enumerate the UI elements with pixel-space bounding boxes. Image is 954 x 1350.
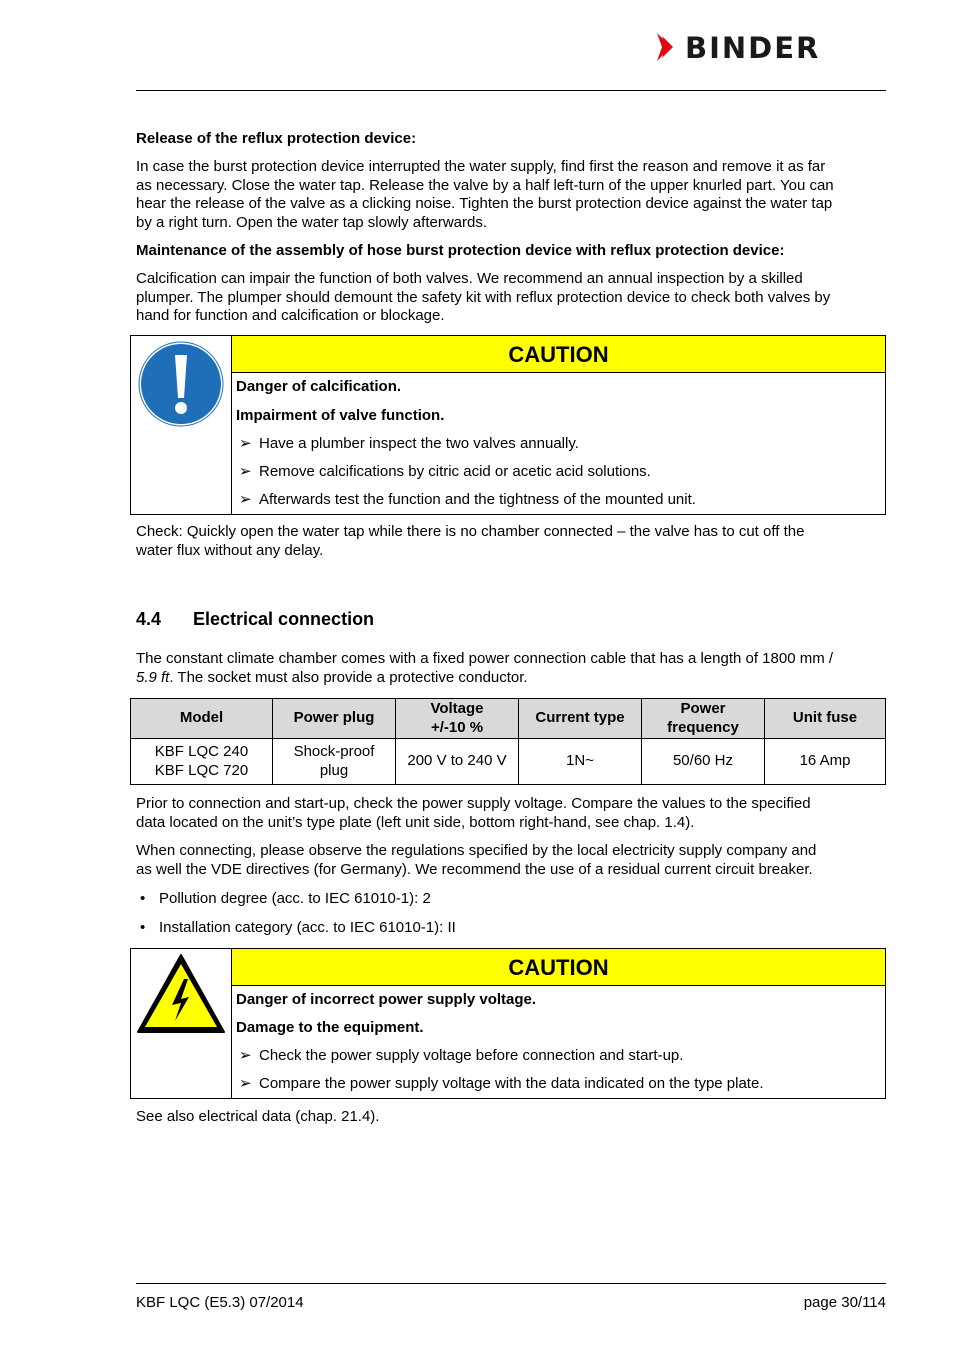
cell-current-type: 1N~ (519, 739, 642, 785)
cell-line: plug (319, 761, 349, 779)
cell-power-plug (273, 739, 396, 785)
cell-line: Shock-proof (293, 742, 375, 760)
exclamation-icon (138, 341, 224, 427)
caution-instruction (239, 435, 879, 453)
bullet-dot-icon: • (140, 890, 146, 907)
caution-instruction (239, 1047, 879, 1065)
footer-doc-id: KBF LQC (E5.3) 07/2014 (136, 1294, 304, 1311)
text-line: as well the VDE directives (for Germany). We recommend the use of a residual current circuit breaker. (136, 860, 813, 878)
table-row (131, 739, 886, 785)
caution-box-calcification (130, 335, 886, 515)
header-current-type: Current type (519, 699, 642, 739)
section-title: Electrical connection (193, 609, 375, 629)
text-line: plumper. The plumper should demount the safety kit with reflux protection device to check both valves by (136, 288, 831, 306)
caution-consequence: Impairment of valve function. (236, 407, 445, 424)
text-line (136, 669, 886, 688)
electrical-spec-table (130, 698, 886, 785)
cell-line: KBF LQC 720 (154, 761, 249, 779)
list-item (140, 890, 431, 907)
text-line: Prior to connection and start-up, check the power supply voltage. Compare the values to the specified (136, 795, 811, 812)
text-line: by a right turn. Open the water tap slowly afterwards. (136, 213, 487, 231)
header-unit-fuse: Unit fuse (765, 699, 886, 739)
text-line: hand for function and calcification or blockage. (136, 307, 445, 325)
header-rule (136, 90, 886, 91)
arrow-bullet-icon: ➢ (239, 463, 252, 480)
caution-box-voltage (130, 948, 886, 1099)
instruction-text: Afterwards test the function and the tightness of the mounted unit. (259, 491, 696, 508)
instruction-text: Compare the power supply voltage with the data indicated on the type plate. (259, 1075, 764, 1092)
caution-danger: Danger of incorrect power supply voltage. (236, 991, 537, 1008)
header-line: +/-10 % (430, 718, 484, 736)
header-model: Model (131, 699, 273, 739)
text-line: Calcification can impair the function of both valves. We recommend an annual inspection by a skilled (136, 270, 803, 287)
caution-consequence: Damage to the equipment. (236, 1019, 424, 1036)
high-voltage-warning-icon (136, 953, 226, 1035)
header-line: Power (680, 699, 726, 717)
brand-name: BINDER (685, 33, 821, 61)
table-header-row (131, 699, 886, 739)
section-heading (136, 609, 374, 630)
caution-instruction (239, 1075, 879, 1093)
caution-title: CAUTION (232, 336, 885, 373)
see-also-text: See also electrical data (chap. 21.4). (136, 1108, 380, 1125)
bullet-text: Installation category (acc. to IEC 61010-1): II (159, 919, 456, 936)
text-line: When connecting, please observe the regulations specified by the local electricity supply company and (136, 842, 817, 859)
arrow-bullet-icon: ➢ (239, 491, 252, 508)
bullet-text: Pollution degree (acc. to IEC 61010-1): 2 (159, 890, 431, 907)
cell-voltage: 200 V to 240 V (396, 739, 519, 785)
binder-logo (657, 33, 887, 61)
electrical-intro (136, 650, 886, 687)
arrow-bullet-icon: ➢ (239, 1047, 252, 1064)
check-text (136, 523, 886, 560)
header-line: frequency (667, 718, 739, 736)
caution-danger: Danger of calcification. (236, 378, 402, 395)
text-rest: . The socket must also provide a protective conductor. (169, 668, 528, 686)
prior-text (136, 795, 886, 832)
header-frequency (642, 699, 765, 739)
reflux-body (136, 158, 886, 232)
when-text (136, 842, 886, 879)
bullet-dot-icon: • (140, 919, 146, 936)
cell-line: KBF LQC 240 (154, 742, 249, 760)
caution-icon-cell (131, 336, 232, 514)
header-line: Voltage (430, 699, 484, 717)
section-number: 4.4 (136, 609, 162, 629)
header-voltage (396, 699, 519, 739)
italic-value: 5.9 ft (136, 668, 170, 686)
reflux-heading: Release of the reflux protection device: (136, 130, 417, 147)
arrow-bullet-icon: ➢ (239, 435, 252, 452)
arrow-bullet-icon: ➢ (239, 1075, 252, 1092)
instruction-text: Check the power supply voltage before connection and start-up. (259, 1047, 684, 1064)
caution-instruction (239, 463, 879, 481)
text-line: data located on the unit’s type plate (left unit side, bottom right-hand, see chap. 1.4). (136, 813, 695, 831)
maintenance-body (136, 270, 886, 326)
text-line: In case the burst protection device interrupted the water supply, find first the reason and remove it as far (136, 158, 826, 175)
footer-page-number: page 30/114 (803, 1294, 886, 1311)
caution-title: CAUTION (232, 949, 885, 986)
footer-rule (136, 1283, 886, 1284)
cell-model (131, 739, 273, 785)
instruction-text: Remove calcifications by citric acid or acetic acid solutions. (259, 463, 651, 480)
header-power-plug: Power plug (273, 699, 396, 739)
text-line: as necessary. Close the water tap. Release the valve by a half left-turn of the upper knurled part. You can (136, 176, 834, 194)
cell-unit-fuse: 16 Amp (765, 739, 886, 785)
maintenance-heading: Maintenance of the assembly of hose burst protection device with reflux protection device: (136, 242, 785, 259)
instruction-text: Have a plumber inspect the two valves annually. (259, 435, 579, 452)
text-line: Check: Quickly open the water tap while there is no chamber connected – the valve has to cut off the (136, 523, 805, 540)
text-line: The constant climate chamber comes with a fixed power connection cable that has a length of 1800 mm / (136, 650, 834, 667)
list-item (140, 919, 456, 936)
text-line: hear the release of the valve as a clicking noise. Tighten the burst protection device against the water tap (136, 195, 833, 213)
caution-instruction (239, 491, 879, 509)
text-line: water flux without any delay. (136, 541, 324, 559)
caution-icon-cell (131, 949, 232, 1098)
cell-frequency: 50/60 Hz (642, 739, 765, 785)
